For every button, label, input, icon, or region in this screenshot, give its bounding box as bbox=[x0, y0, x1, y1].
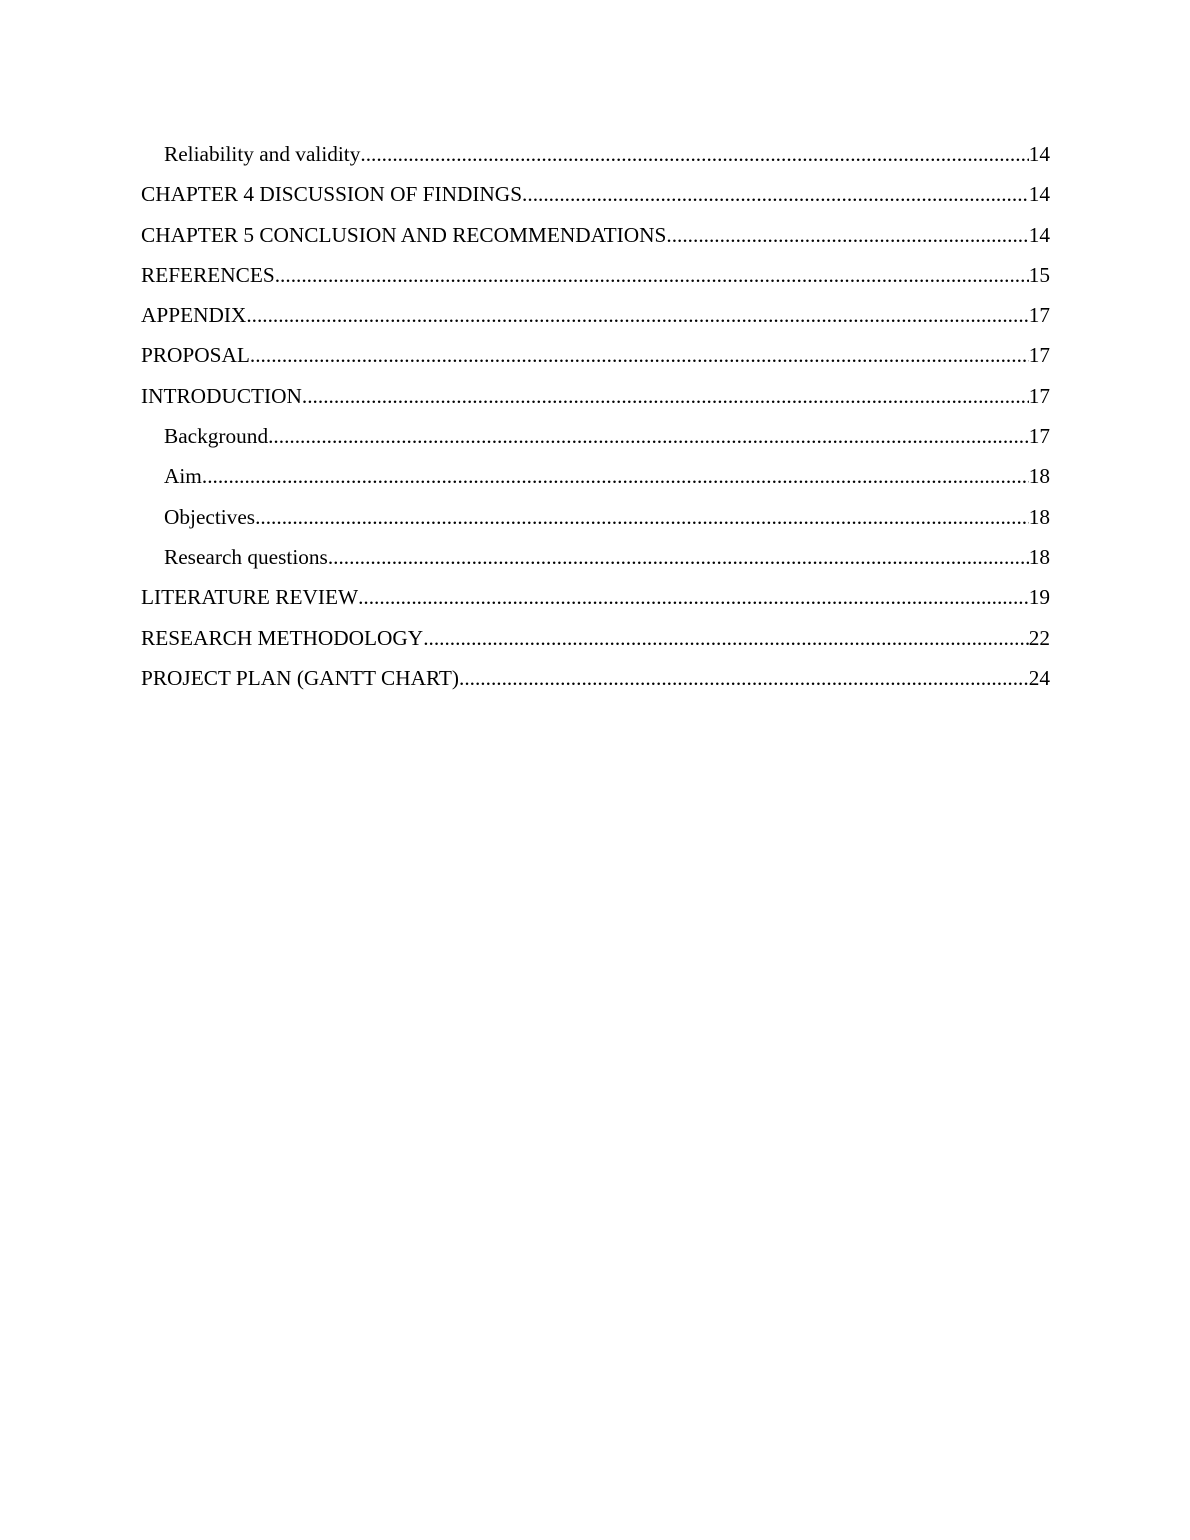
toc-page-number: 18 bbox=[1028, 464, 1050, 489]
toc-dot-leader bbox=[255, 497, 1029, 537]
toc-entry-title: APPENDIX bbox=[141, 303, 247, 328]
toc-dot-leader bbox=[360, 134, 1028, 174]
toc-page-number: 17 bbox=[1028, 343, 1050, 368]
table-of-contents bbox=[141, 134, 1050, 698]
toc-entry-title: Research questions bbox=[164, 544, 328, 569]
toc-dot-leader bbox=[459, 658, 1029, 698]
toc-page-number: 22 bbox=[1028, 625, 1050, 650]
toc-entry-literature-review[interactable] bbox=[141, 577, 1050, 617]
toc-dot-leader bbox=[246, 295, 1028, 335]
toc-entry-title: REFERENCES bbox=[141, 262, 275, 287]
toc-entry-appendix[interactable] bbox=[141, 295, 1050, 335]
toc-entry-title: Objectives bbox=[164, 504, 256, 529]
toc-page-number: 14 bbox=[1028, 142, 1050, 166]
toc-entry-title: CHAPTER 4 DISCUSSION OF FINDINGS bbox=[141, 182, 523, 207]
toc-entry-aim[interactable] bbox=[141, 456, 1050, 496]
toc-entry-title: LITERATURE REVIEW bbox=[141, 585, 359, 610]
toc-page-number: 17 bbox=[1028, 303, 1050, 328]
toc-page-number: 17 bbox=[1028, 424, 1050, 449]
toc-dot-leader bbox=[202, 456, 1029, 496]
toc-dot-leader bbox=[666, 215, 1028, 255]
toc-entry-title: CHAPTER 5 CONCLUSION AND RECOMMENDATIONS bbox=[141, 222, 667, 247]
toc-dot-leader bbox=[522, 174, 1029, 214]
toc-entry-title: INTRODUCTION bbox=[141, 383, 302, 408]
toc-page-number: 15 bbox=[1028, 262, 1050, 287]
toc-dot-leader bbox=[250, 335, 1029, 375]
toc-entry-title: Background bbox=[164, 424, 269, 449]
toc-dot-leader bbox=[268, 416, 1029, 456]
toc-entry-title: PROJECT PLAN (GANTT CHART) bbox=[141, 665, 459, 690]
toc-page-number: 18 bbox=[1028, 544, 1050, 569]
toc-page-number: 14 bbox=[1028, 222, 1050, 247]
toc-entry-title: Aim bbox=[164, 464, 202, 489]
toc-page-number: 19 bbox=[1028, 585, 1050, 610]
toc-dot-leader bbox=[423, 618, 1029, 658]
toc-entry-research-methodology[interactable] bbox=[141, 618, 1050, 658]
toc-page-number: 18 bbox=[1028, 504, 1050, 529]
toc-entry-chapter-4[interactable] bbox=[141, 174, 1050, 214]
toc-entry-title: PROPOSAL bbox=[141, 343, 250, 368]
toc-page-number: 14 bbox=[1028, 182, 1050, 207]
toc-entry-title: Reliability and validity bbox=[164, 142, 361, 166]
toc-page-number: 24 bbox=[1028, 665, 1050, 690]
toc-dot-leader bbox=[328, 537, 1029, 577]
toc-dot-leader bbox=[275, 255, 1029, 295]
toc-dot-leader bbox=[358, 577, 1029, 617]
toc-entry-research-questions[interactable] bbox=[141, 537, 1050, 577]
toc-entry-title: RESEARCH METHODOLOGY bbox=[141, 625, 424, 650]
toc-entry-proposal[interactable] bbox=[141, 335, 1050, 375]
toc-entry-chapter-5[interactable] bbox=[141, 215, 1050, 255]
toc-entry-reliability-and-validity[interactable] bbox=[141, 134, 1050, 174]
toc-entry-project-plan[interactable] bbox=[141, 658, 1050, 698]
toc-entry-introduction[interactable] bbox=[141, 376, 1050, 416]
toc-entry-references[interactable] bbox=[141, 255, 1050, 295]
toc-entry-background[interactable] bbox=[141, 416, 1050, 456]
toc-dot-leader bbox=[302, 376, 1029, 416]
toc-entry-objectives[interactable] bbox=[141, 497, 1050, 537]
toc-page-number: 17 bbox=[1028, 383, 1050, 408]
